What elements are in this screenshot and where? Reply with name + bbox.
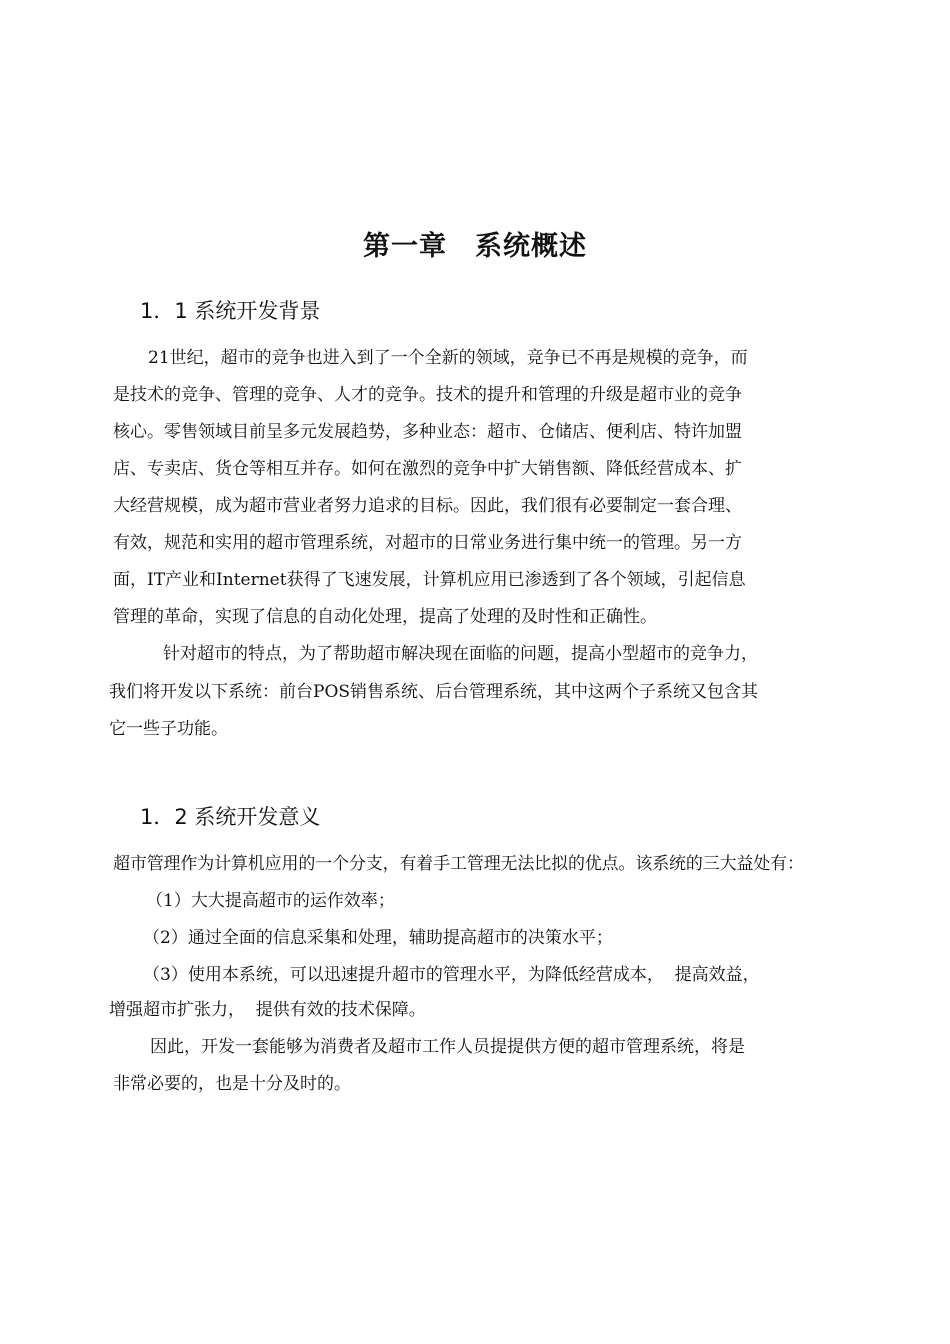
benefit-item-3: （3）使用本系统，可以迅速提升超市的管理水平，为降低经营成本， 提高效益，: [143, 965, 760, 985]
section-heading-significance: 1．2 系统开发意义: [140, 805, 321, 829]
significance-intro: 超市管理作为计算机应用的一个分支，有着手工管理无法比拟的优点。该系统的三大益处有：: [113, 854, 804, 874]
paragraph-line: 店、专卖店、货仓等相互并存。如何在激烈的竞争中扩大销售额、降低经营成本、扩: [113, 459, 742, 479]
paragraph-line: 面，IT产业和Internet获得了飞速发展，计算机应用已渗透到了各个领域，引起信息: [113, 570, 746, 590]
paragraph-line: 因此，开发一套能够为消费者及超市工作人员提提供方便的超市管理系统，将是: [150, 1037, 745, 1057]
paragraph-line: 我们将开发以下系统：前台POS销售系统、后台管理系统，其中这两个子系统又包含其: [109, 682, 759, 702]
paragraph-line: 有效，规范和实用的超市管理系统，对超市的日常业务进行集中统一的管理。另一方: [113, 533, 742, 553]
section-heading-background: 1．1 系统开发背景: [140, 299, 321, 323]
paragraph-line: 大经营规模，成为超市营业者努力追求的目标。因此，我们很有必要制定一套合理、: [113, 496, 742, 516]
paragraph-line: 核心。零售领域目前呈多元发展趋势，多种业态：超市、仓储店、便利店、特许加盟: [113, 422, 742, 442]
chapter-title: 第一章 系统概述: [363, 231, 587, 262]
benefit-item-1: （1）大大提高超市的运作效率；: [146, 891, 395, 911]
paragraph-line: 是技术的竞争、管理的竞争、人才的竞争。技术的提升和管理的升级是超市业的竞争: [113, 385, 742, 405]
benefit-item-2: （2）通过全面的信息采集和处理，辅助提高超市的决策水平；: [143, 928, 613, 948]
benefit-item-3-continued: 增强超市扩张力， 提供有效的技术保障。: [109, 1000, 426, 1020]
paragraph-line: 21世纪，超市的竞争也进入到了一个全新的领域，竞争已不再是规模的竞争，而: [148, 348, 748, 368]
paragraph-line: 非常必要的，也是十分及时的。: [113, 1074, 351, 1094]
paragraph-line: 针对超市的特点，为了帮助超市解决现在面临的问题，提高小型超市的竞争力，: [163, 644, 758, 664]
paragraph-line: 管理的革命，实现了信息的自动化处理，提高了处理的及时性和正确性。: [113, 607, 657, 627]
paragraph-line: 它一些子功能。: [109, 719, 228, 739]
